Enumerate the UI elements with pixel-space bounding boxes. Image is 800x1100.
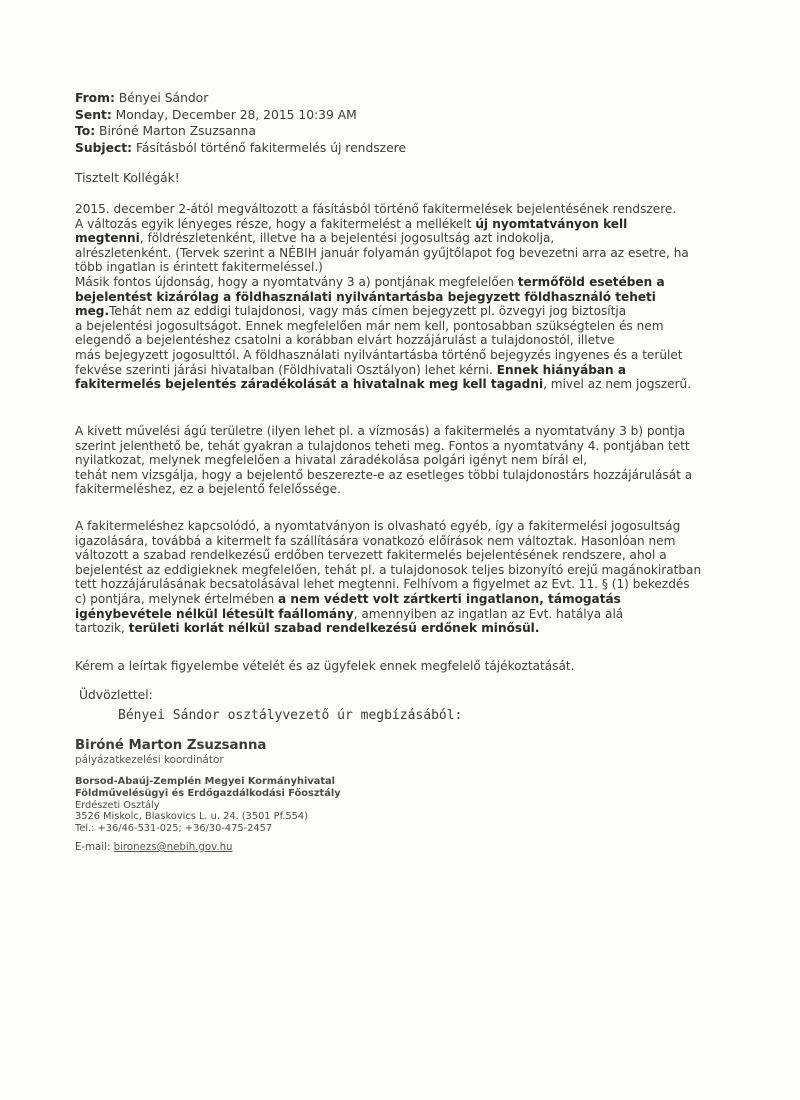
- signature-role: pályázatkezelési koordinátor: [75, 754, 224, 766]
- sent-value: Monday, December 28, 2015 10:39 AM: [115, 107, 357, 122]
- text-line: [75, 592, 685, 607]
- from-row: [75, 90, 406, 107]
- paragraph-3: [75, 519, 702, 636]
- to-value: Biróné Marton Zsuzsanna: [99, 124, 256, 138]
- text-line: fakitermeléshez, ez a bejelentő felelőssége.: [75, 482, 341, 497]
- paragraph-4: [75, 659, 685, 674]
- text-line: más bejegyzett jogosulttól. A földhasználati nyilvántartásba történő bejegyzés ingyenes és a terület: [75, 347, 683, 362]
- text-line: igazolására, továbbá a kitermelt fa szállítására vonatkozó előírások nem változtak. Hasonlóan nem: [75, 533, 676, 548]
- text-line: A kivett művelési ágú területre (ilyen lehet pl. a vízmosás) a fakitermelés a nyomtatvány 3 b) pontja: [75, 424, 686, 438]
- on-behalf-line: Bényei Sándor osztályvezető úr megbízásából:: [118, 708, 463, 723]
- text-line: szerint jelenthető be, tehát gyakran a tulajdonos teheti meg. Fontos a nyomtatvány 4. pontjában tett: [75, 438, 690, 453]
- paragraph-1: [75, 202, 692, 392]
- org-phone: Tel.: +36/46-531-025; +36/30-475-2457: [75, 823, 273, 835]
- email-label: E-mail:: [75, 842, 114, 853]
- org-name: Borsod-Abaúj-Zemplén Megyei Kormányhivatal: [75, 776, 335, 787]
- text-span: , amennyiben az ingatlan az Evt. hatálya alá: [353, 606, 624, 621]
- paragraph-2: [75, 424, 693, 497]
- bold-text: fakitermelés bejelentés záradékolását a hivatalnak meg kell tagadni: [75, 377, 544, 392]
- text-line: [75, 607, 685, 622]
- text-line: [75, 275, 685, 290]
- subject-value: Fásításból történő fakitermelés új rendszere: [135, 140, 407, 155]
- from-value: Bényei Sándor: [118, 91, 209, 105]
- text-line: változott a szabad rendelkezésű erdőben tervezett fakitermelés bejelentésének rendszere, ahol a: [75, 548, 667, 563]
- org-address: 3526 Miskolc, Blaskovics L. u. 24. (3501 Pf.554): [75, 811, 308, 823]
- text-line: [75, 363, 685, 378]
- organization-block: [75, 776, 341, 835]
- sent-label: Sent:: [75, 107, 112, 122]
- to-label: To:: [75, 124, 96, 138]
- text-line: A fakitermeléshez kapcsolódó, a nyomtatványon is olvasható egyéb, így a fakitermelési jogosultság: [75, 519, 681, 533]
- text-span: fekvése szerinti járási hivatalban (Földhivatali Osztályon) lehet kérni.: [75, 362, 497, 377]
- text-line: tehát nem vizsgálja, hogy a bejelentő beszerezte-e az esetleges többi tulajdonostárs hozzájárulását a: [75, 467, 693, 482]
- email-row: [75, 842, 233, 853]
- bold-text: bejelentést kizárólag a földhasználati nyilvántartásba bejegyzett földhasználó teheti: [75, 289, 656, 304]
- bold-text: új nyomtatványon kell: [475, 216, 628, 231]
- signature-block: [75, 738, 266, 766]
- bold-text: igénybevétele nélkül létesült faállomány: [75, 606, 354, 621]
- text-span: , földrészletenként, illetve ha a bejelentési jogosultság azt indokolja,: [139, 231, 555, 246]
- bold-text: Ennek hiányában a: [496, 362, 627, 377]
- text-span: tartozik,: [75, 621, 129, 636]
- text-line: bejelentést az eddigieknek megfelelően, tehát pl. a tulajdonosok teljes bizonyító erejű magánokiratban: [75, 562, 702, 577]
- text-line: a bejelentési jogosultságot. Ennek megfelelően már nem kell, pontosabban szükségtelen és nem: [75, 318, 664, 333]
- bold-text: termőföld esetében a: [517, 274, 665, 289]
- sent-row: [75, 107, 406, 124]
- subject-row: [75, 140, 406, 157]
- text-line: [75, 304, 685, 319]
- org-unit: Erdészeti Osztály: [75, 799, 160, 811]
- org-department: Földművelésügyi és Erdőgazdálkodási Főosztály: [75, 787, 341, 799]
- text-line: alrészletenként. (Tervek szerint a NÉBIH január folyamán gyűjtőlapot fog bevezetni arra az esetre, ha: [75, 245, 689, 260]
- subject-label: Subject:: [75, 140, 133, 155]
- signature-name: Biróné Marton Zsuzsanna: [75, 738, 267, 753]
- text-span: Tehát nem az eddigi tulajdonosi, vagy más címen bejegyzett pl. özvegyi jog biztosítja: [109, 304, 627, 319]
- from-label: From:: [75, 91, 115, 105]
- text-line: elegendő a bejelentéshez csatolni a korábban elvárt hozzájárulást a tulajdonostól, illetve: [75, 333, 615, 348]
- text-line: tett hozzájárulásának becsatolásával lehet megtenni. Felhívom a figyelmet az Evt. 11. § (1) bekezdés: [75, 577, 690, 592]
- text-line: több ingatlan is érintett fakitermeléssel.): [75, 260, 323, 275]
- text-line: [75, 290, 685, 305]
- text-span: c) pontjára, melynek értelmében: [75, 591, 279, 606]
- bold-text: területi korlát nélkül szabad rendelkezésű erdőnek minősül.: [128, 621, 540, 636]
- text-span: Másik fontos újdonság, hogy a nyomtatvány 3 a) pontjának megfelelően: [75, 274, 518, 289]
- closing-text: Üdvözlettel:: [79, 688, 153, 702]
- text-line: Kérem a leírtak figyelembe vételét és az ügyfelek ennek megfelelő tájékoztatását.: [75, 659, 575, 673]
- text-span: , mivel az nem jogszerű.: [543, 377, 692, 392]
- text-line: [75, 231, 685, 246]
- email-header: [75, 90, 406, 156]
- bold-text: meg.: [75, 304, 110, 319]
- text-line: [75, 621, 685, 636]
- to-row: [75, 123, 406, 140]
- text-line: 2015. december 2-ától megváltozott a fásításból történő fakitermelések bejelentésének rendszere.: [75, 202, 677, 216]
- bold-text: megtenni: [75, 231, 140, 246]
- bold-text: a nem védett volt zártkerti ingatlanon, támogatás: [278, 591, 621, 606]
- text-span: A változás egyik lényeges része, hogy a fakitermelést a mellékelt: [75, 216, 476, 231]
- text-line: [75, 217, 685, 232]
- greeting: Tisztelt Kollégák!: [75, 171, 180, 185]
- email-link[interactable]: bironezs@nebih.gov.hu: [113, 842, 233, 853]
- text-line: [75, 377, 692, 392]
- text-line: nyilatkozat, melynek megfelelően a hivatal záradékolása polgári igényt nem bírál el,: [75, 453, 587, 468]
